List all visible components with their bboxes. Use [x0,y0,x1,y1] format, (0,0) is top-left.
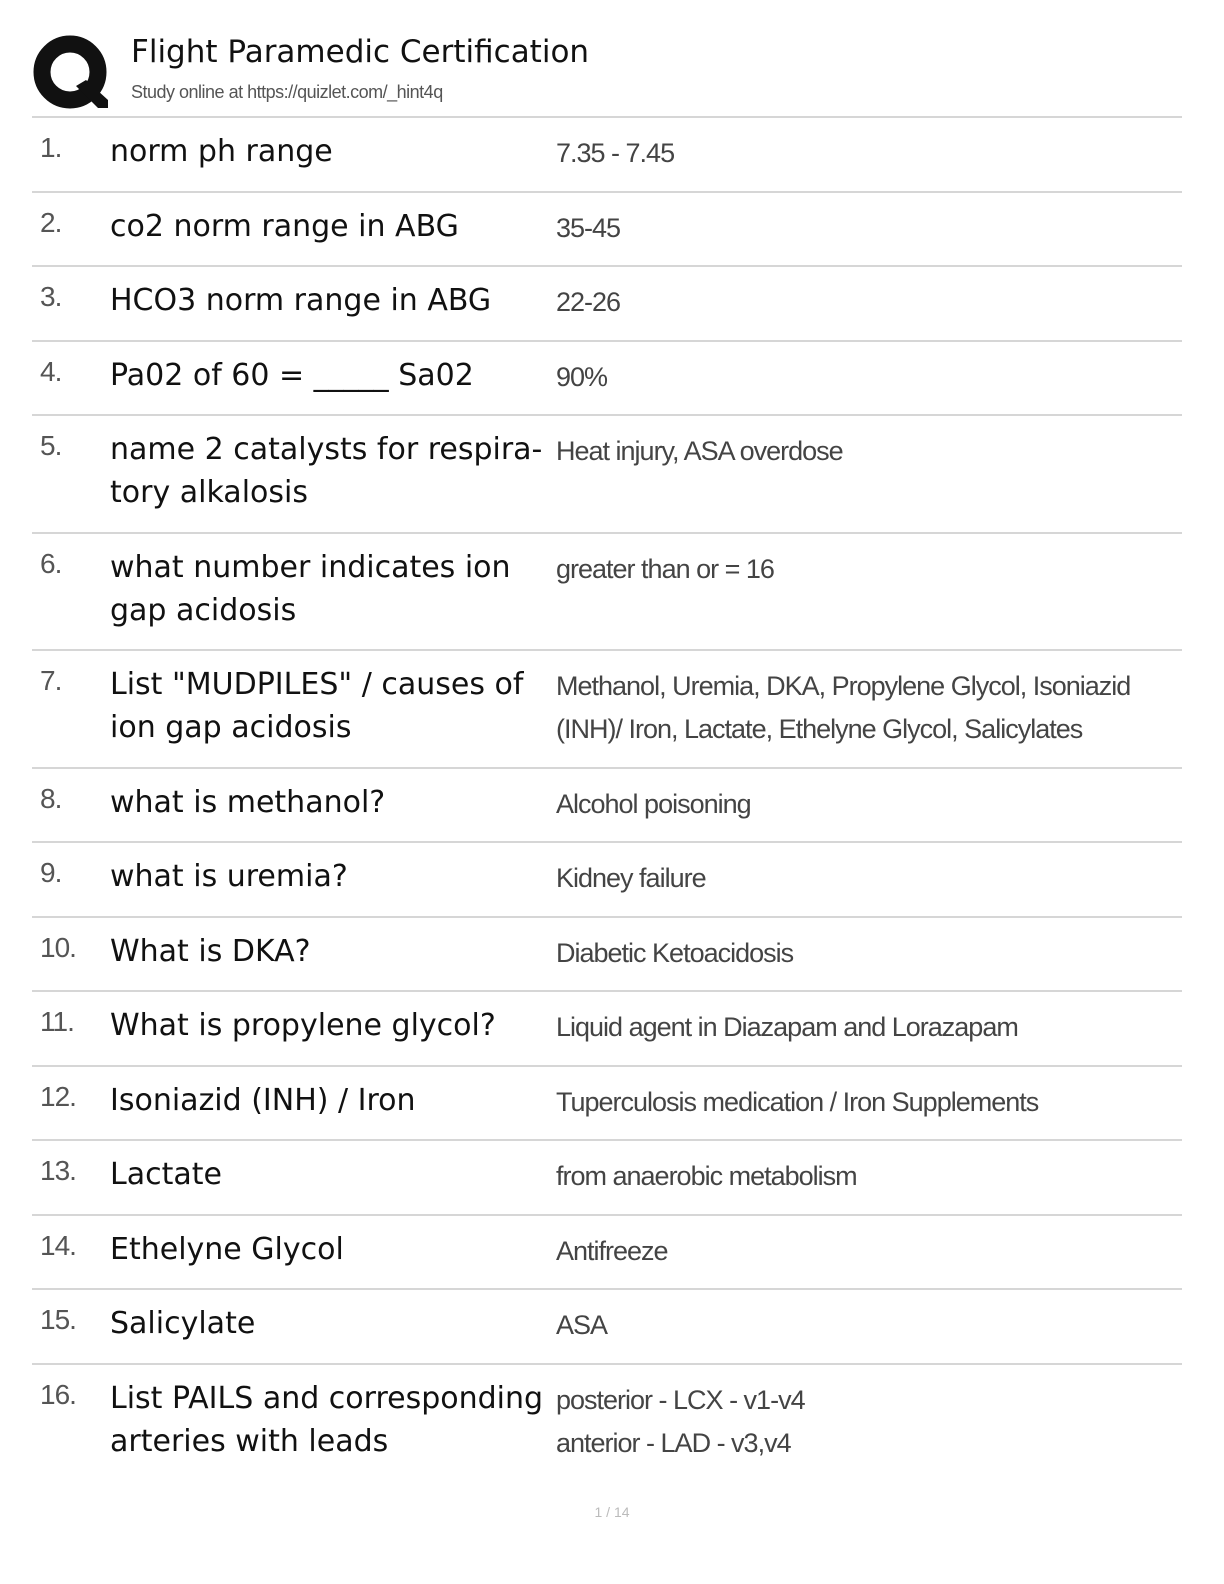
card-definition: Tuperculosis medication / Iron Supplements [556,1086,1039,1117]
card-definition: Heat injury, ASA overdose [556,436,843,466]
flashcard-row [32,342,1182,417]
card-term: Lactate [110,1157,222,1192]
card-term: HCO3 norm range in ABG [110,283,492,318]
card-definition: from anaerobic metabolism [556,1161,857,1191]
flashcard-list [32,118,1182,1485]
document-header [32,30,1182,116]
flashcard-row [32,534,1182,652]
card-term: what is uremia? [110,859,348,894]
card-term: what number indicates ion gap acidosis [110,549,511,628]
quizlet-q-logo-icon [32,34,110,112]
card-number: 16. [40,1378,76,1410]
card-term: norm ph range [110,134,333,169]
page-title: Flight Paramedic Certification [131,34,590,70]
page-subtitle: Study online at https://quizlet.com/_hint4q [131,82,443,102]
card-number: 11. [40,1006,74,1037]
card-definition: posterior - LCX - v1-v4 anterior - LAD - v3,v4 [556,1384,805,1458]
card-term: Isoniazid (INH) / Iron [110,1082,416,1118]
flashcard-row [32,1290,1182,1365]
card-term: Salicylate [110,1306,256,1341]
flashcard-row [32,992,1182,1067]
card-number: 12. [40,1080,76,1112]
card-definition: 22-26 [556,287,621,317]
flashcard-row [32,918,1182,993]
flashcard-row [32,1067,1182,1142]
card-definition: Antifreeze [556,1235,668,1266]
card-number: 8. [40,782,62,814]
card-number: 2. [40,206,62,238]
card-number: 1. [40,132,62,163]
card-term: What is propylene glycol? [110,1008,496,1043]
card-number: 4. [40,355,62,387]
card-number: 6. [40,547,62,579]
card-definition: Kidney failure [556,863,706,893]
flashcard-row [32,193,1182,268]
flashcard-row [32,1365,1182,1485]
card-definition: greater than or = 16 [556,553,774,584]
card-definition: Methanol, Uremia, DKA, Propylene Glycol, Isoniazid (INH)/ Iron, Lactate, Ethelyne Glycol, Salicylates [556,671,1131,744]
card-term: Ethelyne Glycol [110,1231,344,1267]
flashcard-row [32,769,1182,844]
page-number: 1 / 14 [594,1504,630,1520]
card-number: 5. [40,430,62,461]
card-term: List PAILS and corresponding arteries with leads [110,1380,544,1459]
card-number: 15. [40,1304,76,1335]
flashcard-row [32,651,1182,769]
card-term: name 2 catalysts for respira-tory alkalosis [110,432,543,510]
card-term: List "MUDPILES" / causes of ion gap acidosis [110,667,524,745]
card-definition: Liquid agent in Diazapam and Lorazapam [556,1012,1018,1042]
card-term: co2 norm range in ABG [110,208,459,244]
card-number: 9. [40,857,62,888]
card-term: What is DKA? [110,933,311,969]
flashcard-row [32,118,1182,193]
card-number: 7. [40,665,62,696]
card-definition: Alcohol poisoning [556,788,751,819]
card-number: 14. [40,1229,76,1261]
flashcard-row [32,416,1182,534]
flashcard-row [32,1141,1182,1216]
card-definition: 7.35 - 7.45 [556,138,675,168]
card-term: Pa02 of 60 = _____ Sa02 [110,357,474,393]
card-definition: Diabetic Ketoacidosis [556,937,794,968]
card-definition: ASA [556,1310,608,1340]
flashcard-row [32,843,1182,918]
flashcard-row [32,1216,1182,1291]
flashcard-row [32,267,1182,342]
card-number: 13. [40,1155,76,1186]
card-definition: 90% [556,361,608,392]
card-number: 10. [40,931,76,963]
card-definition: 35-45 [556,212,621,243]
card-number: 3. [40,281,62,312]
card-term: what is methanol? [110,784,386,820]
